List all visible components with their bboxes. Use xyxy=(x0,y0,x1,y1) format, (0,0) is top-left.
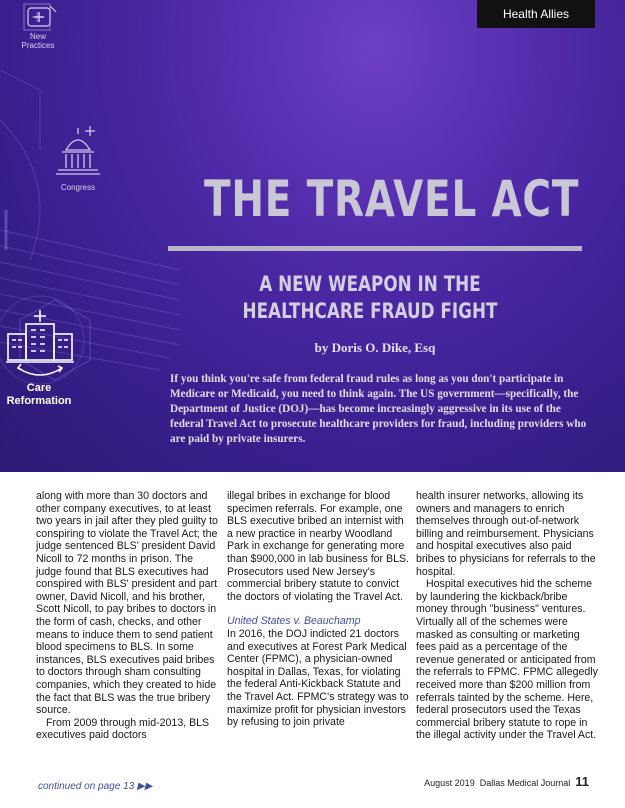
title-divider xyxy=(168,246,582,251)
section-tab: Health Allies xyxy=(477,0,595,28)
paragraph: along with more than 30 doctors and other company executives, to at least two years in jail after they pled guilty to conspiring to violate the Travel Act; the judge sentenced BLS' president David Nicoll to 72 months in prison. The judge found that BLS executives had conspired with BLS' president and part owner, David Nicoll, and his brother, Scott Nicoll, to pay bribes to doctors in the form of cash, checks, and other means to induce them to send patient blood specimens to BLS. In some instances, BLS executives paid bribes to doctors through sham consulting companies, which they created to hide the fact that BLS was the true bribery source. xyxy=(36,490,218,717)
column-1 xyxy=(36,490,218,742)
congress-capitol-icon xyxy=(52,122,104,180)
page-number: 11 xyxy=(575,774,589,789)
intro-paragraph: If you think you're safe from federal fraud rules as long as you don't participate in Medicare or Medicaid, you need to think again. The US government—specifically, the Department of Justice (DOJ)—has become increasingly aggressive in its use of the federal Travel Act to prosecute healthcare providers for fraud, including providers who are paid by private insurers. xyxy=(170,373,587,445)
paragraph: Hospital executives hid the scheme by laundering the kickback/bribe money through "business" ventures. Virtually all of the schemes were masked as consulting or marketing fees paid as a percentage of the revenue generated or anticipated from the referrals to FPMC. FPMC allegedly received more than $200 million from referrals tainted by the scheme. Here, federal prosecutors used the Texas commercial bribery statute to rope in the illegal activity under the Travel Act. xyxy=(416,578,598,742)
paragraph: From 2009 through mid-2013, BLS executives paid doctors xyxy=(36,716,210,742)
author-byline: by Doris O. Dike, Esq xyxy=(314,340,436,355)
issue-date: August 2019 xyxy=(424,778,475,788)
subtitle-line-2: HEALTHCARE FRAUD FIGHT xyxy=(242,299,498,323)
case-heading: United States v. Beauchamp xyxy=(227,615,361,628)
column-3 xyxy=(416,490,598,742)
continued-link[interactable]: continued on page 13 ▶▶ xyxy=(38,781,153,792)
new-practices-icon xyxy=(20,2,58,36)
article-subtitle xyxy=(242,271,498,325)
care-reformation-label: Care Reformation xyxy=(6,382,72,407)
subtitle-line-1: A NEW WEAPON IN THE xyxy=(259,272,481,296)
paragraph: In 2016, the DOJ indicted 21 doctors and executives at Forest Park Medical Center (FPMC), a physician-owned hospital in Dallas, Texas, for violating the federal Anti-Kickback Statute and the Travel Act. FPMC's strategy was to maximize profit for physician investors by refusing to join private xyxy=(227,627,409,729)
paragraph: health insurer networks, allowing its owners and managers to enrich themselves through out-of-network billing and reimbursement. Physicians and hospital executives also paid bribes to physicians for referrals to the hospital. xyxy=(416,490,596,578)
congress-label: Congress xyxy=(60,183,96,192)
column-2 xyxy=(227,490,409,729)
publication-name: Dallas Medical Journal xyxy=(479,778,571,788)
page-footer xyxy=(424,774,589,789)
article-title: THE TRAVEL ACT xyxy=(204,170,580,228)
new-practices-label: New Practices xyxy=(21,32,55,50)
care-reformation-hospital-icon xyxy=(2,308,78,380)
paragraph: illegal bribes in exchange for blood specimen referrals. For example, one BLS executive bribed an internist with a new practice in nearby Woodland Park in exchange for generating more than $900,000 in lab business for BLS. Prosecutors used New Jersey's commercial bribery statute to convict the doctors of violating the Travel Act. xyxy=(227,490,409,603)
